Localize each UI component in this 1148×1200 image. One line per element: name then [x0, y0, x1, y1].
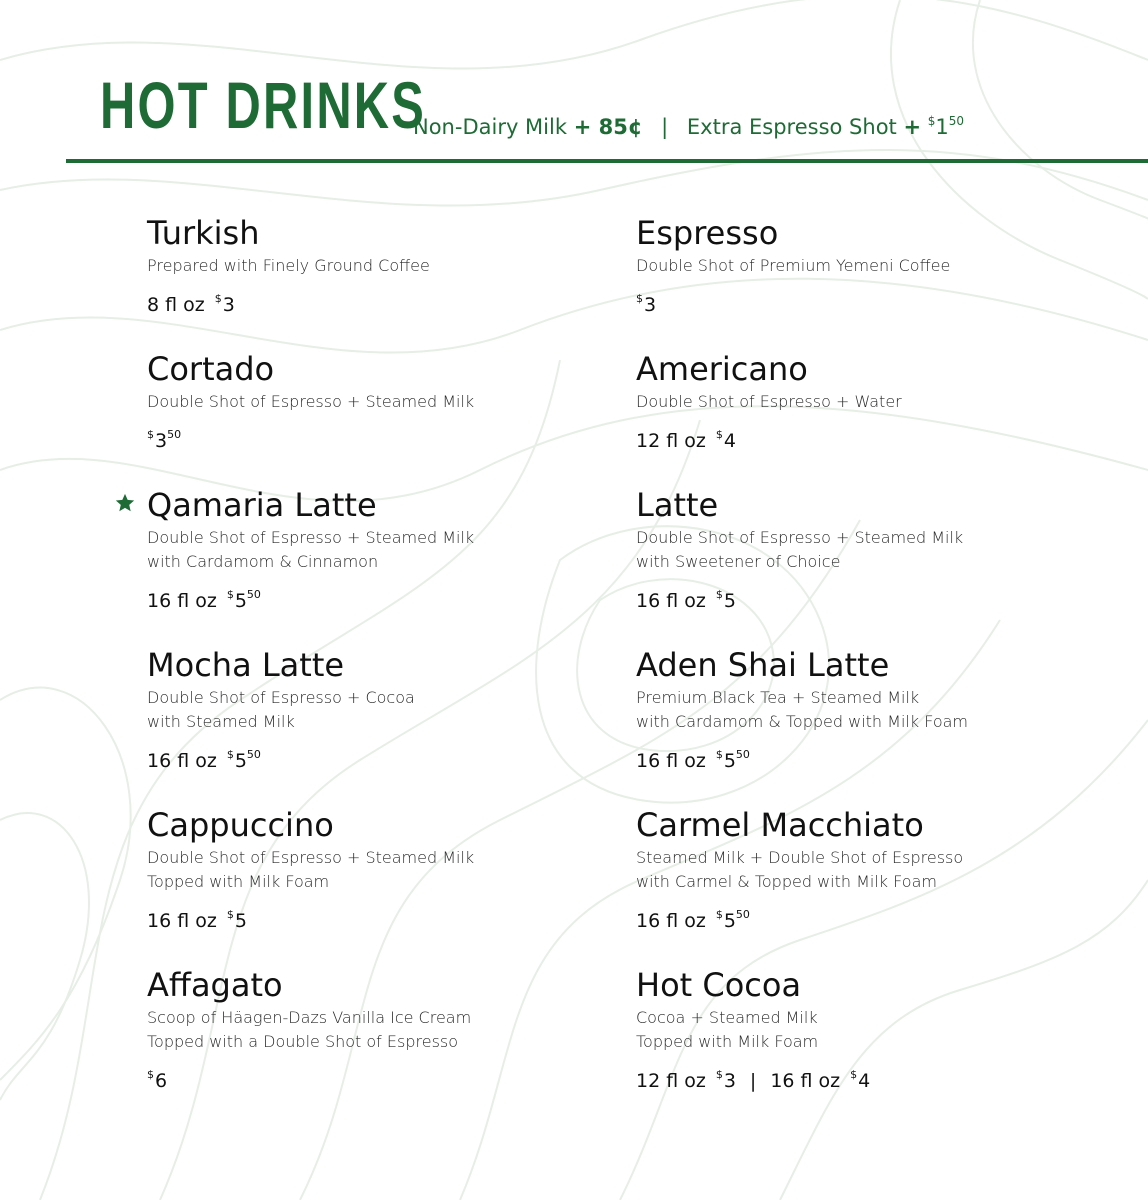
item-description: Premium Black Tea + Steamed Milk [636, 688, 920, 707]
item-size: 16 fl oz [636, 750, 706, 772]
item-description-line-2: with Cardamom & Cinnamon [147, 552, 379, 571]
item-price [636, 582, 1076, 614]
price-value: 5 [234, 750, 247, 772]
item-size: 8 fl oz [147, 294, 205, 316]
dollar-sign: $ [715, 908, 723, 921]
espresso-shot-price: 1 [935, 115, 949, 139]
add-ons-separator: | [661, 115, 669, 139]
non-dairy-price: + 85¢ [573, 115, 643, 139]
item-description: Double Shot of Premium Yemeni Coffee [636, 256, 951, 275]
dollar-sign: $ [226, 748, 234, 761]
price-value: 6 [155, 1070, 168, 1092]
item-price [636, 1062, 1076, 1094]
item-description: Double Shot of Espresso + Steamed Milk [147, 528, 475, 547]
add-ons [413, 106, 964, 142]
item-name: Hot Cocoa [636, 966, 802, 1004]
item-price [147, 1062, 587, 1094]
item-name: Cappuccino [147, 806, 334, 844]
item-price [147, 286, 587, 318]
price-cents: 50 [735, 908, 750, 921]
item-price [147, 422, 587, 454]
price-value: 5 [723, 750, 736, 772]
item-name: Carmel Macchiato [636, 806, 924, 844]
espresso-shot-label: Extra Espresso Shot [686, 115, 897, 139]
menu-item-hot-cocoa [636, 964, 1076, 1094]
item-description-line-2: with Carmel & Topped with Milk Foam [636, 872, 937, 891]
item-description: Double Shot of Espresso + Cocoa [147, 688, 415, 707]
item-description: Prepared with Finely Ground Coffee [147, 256, 430, 275]
item-size: 16 fl oz [636, 910, 706, 932]
menu-item-cortado [147, 348, 587, 454]
price-cents: 50 [246, 748, 261, 761]
dollar-sign: $ [214, 292, 222, 305]
item-size: 16 fl oz [636, 590, 706, 612]
menu-item-qamaria-latte [147, 484, 587, 614]
item-size: 16 fl oz [147, 750, 217, 772]
dollar-sign-2: $ [850, 1068, 858, 1081]
item-name: Espresso [636, 214, 779, 252]
item-description: Steamed Milk + Double Shot of Espresso [636, 848, 964, 867]
item-price [636, 422, 1076, 454]
menu-item-americano [636, 348, 1076, 454]
menu-item-latte [636, 484, 1076, 614]
menu-item-aden-shai-latte [636, 644, 1076, 774]
price-cents: 50 [167, 428, 182, 441]
espresso-shot-plus: + [903, 115, 922, 139]
price-value: 5 [234, 590, 247, 612]
item-price [636, 902, 1076, 934]
item-name: Aden Shai Latte [636, 646, 890, 684]
price-separator: | [749, 1070, 757, 1092]
dollar-sign: $ [226, 908, 234, 921]
non-dairy-label: Non-Dairy Milk [413, 115, 568, 139]
menu-item-espresso [636, 212, 1076, 318]
item-size: 12 fl oz [636, 1070, 706, 1092]
dollar-sign: $ [636, 292, 643, 305]
menu-item-turkish [147, 212, 587, 318]
item-description: Scoop of Häagen-Dazs Vanilla Ice Cream [147, 1008, 472, 1027]
price-value: 5 [723, 910, 736, 932]
price-value: 5 [723, 590, 736, 612]
item-name: Americano [636, 350, 808, 388]
star-icon [114, 492, 136, 514]
price-cents: 50 [246, 588, 261, 601]
item-description: Cocoa + Steamed Milk [636, 1008, 818, 1027]
item-description-line-2: Topped with Milk Foam [636, 1032, 819, 1051]
item-name: Affagato [147, 966, 283, 1004]
espresso-shot-cents: 50 [948, 114, 965, 128]
price-value-2: 4 [858, 1070, 871, 1092]
item-description-line-2: with Steamed Milk [147, 712, 295, 731]
price-value: 3 [723, 1070, 736, 1092]
item-price [147, 902, 587, 934]
price-value: 4 [723, 430, 736, 452]
price-value: 5 [234, 910, 247, 932]
dollar-sign: $ [715, 428, 723, 441]
item-name: Latte [636, 486, 719, 524]
menu-item-affagato [147, 964, 587, 1094]
menu-header [100, 70, 1080, 140]
espresso-shot-dollar: $ [927, 114, 936, 128]
item-description: Double Shot of Espresso + Steamed Milk [147, 392, 475, 411]
page-title: HOT DRINKS [100, 68, 427, 142]
item-description-line-2: with Cardamom & Topped with Milk Foam [636, 712, 969, 731]
menu-item-cappuccino [147, 804, 587, 934]
menu-item-carmel-macchiato [636, 804, 1076, 934]
dollar-sign: $ [147, 428, 154, 441]
price-value: 3 [644, 294, 657, 316]
item-description-line-2: with Sweetener of Choice [636, 552, 841, 571]
item-size: 16 fl oz [147, 910, 217, 932]
item-description: Double Shot of Espresso + Water [636, 392, 902, 411]
item-size: 16 fl oz [147, 590, 217, 612]
item-description: Double Shot of Espresso + Steamed Milk [147, 848, 475, 867]
item-price [147, 742, 587, 774]
item-name: Qamaria Latte [147, 486, 377, 524]
item-name: Cortado [147, 350, 275, 388]
item-description-line-2: Topped with Milk Foam [147, 872, 330, 891]
price-cents: 50 [735, 748, 750, 761]
item-name: Turkish [147, 214, 260, 252]
item-name: Mocha Latte [147, 646, 345, 684]
menu-item-mocha-latte [147, 644, 587, 774]
item-price [636, 286, 1076, 318]
item-price [147, 582, 587, 614]
item-description-line-2: Topped with a Double Shot of Espresso [147, 1032, 459, 1051]
price-value: 3 [222, 294, 235, 316]
dollar-sign: $ [147, 1068, 154, 1081]
header-divider [66, 159, 1148, 163]
dollar-sign: $ [715, 748, 723, 761]
dollar-sign: $ [715, 588, 723, 601]
item-size: 12 fl oz [636, 430, 706, 452]
dollar-sign: $ [226, 588, 234, 601]
dollar-sign: $ [715, 1068, 723, 1081]
item-price [636, 742, 1076, 774]
item-description: Double Shot of Espresso + Steamed Milk [636, 528, 964, 547]
item-size-2: 16 fl oz [770, 1070, 841, 1092]
price-value: 3 [155, 430, 168, 452]
